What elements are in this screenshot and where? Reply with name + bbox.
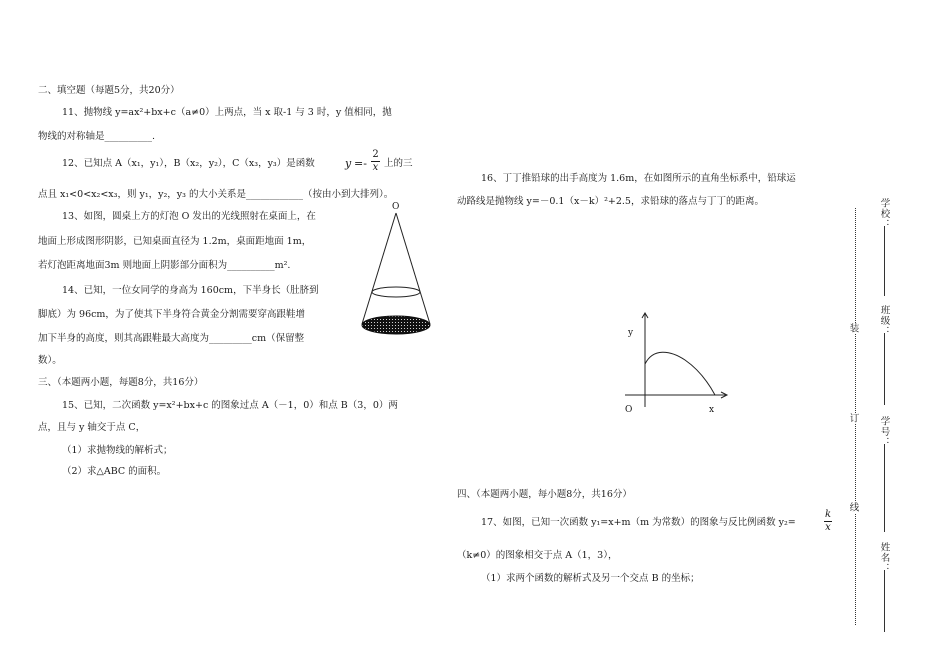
q14-line3: 加下半身的高度，则其高跟鞋最大高度为_________cm（保留整 (38, 333, 305, 344)
q14-line4: 数）。 (38, 355, 62, 366)
q17-line1-prefix: 17、如图，已知一次函数 y₁=x+m（m 为常数）的图象与反比例函数 y₂= (481, 517, 796, 528)
q12-line1-suffix: 上的三 (384, 158, 413, 169)
q12-fraction (371, 150, 380, 173)
binding-name-label: 姓名： (878, 542, 890, 574)
q12-fn-y: y (345, 157, 352, 170)
q16-coordinate-figure (620, 312, 730, 412)
q13-line1: 13、如图，圆桌上方的灯泡 O 发出的光线照射在桌面上，在 (62, 211, 316, 222)
section-2-title: 二、填空题（每题5分，共20分） (38, 85, 180, 96)
q15-sub1: （1）求抛物线的解析式； (62, 445, 173, 456)
q17-frac-den: x (825, 522, 831, 533)
binding-number-label: 学号： (878, 416, 890, 448)
q17-fraction (824, 510, 832, 533)
binding-ding: 订 (847, 413, 859, 424)
q15-sub2: （2）求△ABC 的面积。 (62, 466, 167, 477)
binding-number-field[interactable] (884, 444, 885, 532)
q17-line2: （k≠0）的图象相交于点 A（1，3）， (457, 550, 618, 561)
q12-frac-num: 2 (372, 149, 379, 160)
q15-line1: 15、已知，二次函数 y=x²+bx+c 的图象过点 A（－1，0）和点 B（3，0）两 (62, 400, 398, 411)
q16-origin-label: O (625, 405, 633, 415)
q16-axis-x-label: x (709, 405, 715, 415)
q16-axis-y-label: y (628, 328, 634, 338)
section-3-title: 三、（本题两小题，每题8分，共16分） (38, 377, 204, 388)
q16-line2: 动路线是抛物线 y=－0.1（x－k）²+2.5，求铅球的落点与丁丁的距离。 (457, 196, 764, 207)
q12-frac-den: x (372, 162, 379, 173)
binding-class-field[interactable] (884, 333, 885, 405)
q11-line1: 11、抛物线 y=ax²+bx+c（a≠0）上两点，当 x 取-1 与 3 时，y 值相同，抛 (62, 107, 392, 118)
q12-fn-eq: =- (354, 157, 367, 170)
q12-line2: 点且 x₁<0<x₂<x₃，则 y₁，y₂，y₃ 的大小关系是____________（按由小到大排列）。 (38, 189, 394, 200)
q15-line2: 点，且与 y 轴交于点 C， (38, 422, 146, 433)
binding-school-field[interactable] (884, 226, 885, 296)
q14-line2: 脚底）为 96cm，为了使其下半身符合黄金分割需要穿高跟鞋增 (38, 309, 305, 320)
binding-zhuang: 装 (847, 323, 859, 334)
q13-cone-figure (355, 210, 440, 340)
q13-line2: 地面上形成图形阴影，已知桌面直径为 1.2m，桌面距地面 1m， (38, 236, 312, 247)
binding-school-label: 学校： (878, 198, 890, 230)
section-4-title: 四、（本题两小题，每小题8分，共16分） (457, 489, 632, 500)
q13-figure-label-o: O (392, 202, 400, 212)
binding-class-label: 班级： (878, 305, 890, 337)
q17-sub1: （1）求两个函数的解析式及另一个交点 B 的坐标； (481, 573, 700, 584)
q14-line1: 14、已知，一位女同学的身高为 160cm，下半身长（肚脐到 (62, 285, 319, 296)
q13-line3: 若灯泡距离地面3m 则地面上阴影部分面积为__________m². (38, 260, 291, 271)
q17-frac-num: k (824, 509, 832, 520)
q16-line1: 16、丁丁推铅球的出手高度为 1.6m，在如图所示的直角坐标系中，铅球运 (481, 173, 796, 184)
binding-name-field[interactable] (884, 570, 885, 632)
q12-line1-prefix: 12、已知点 A（x₁，y₁），B（x₂，y₂），C（x₃，y₃）是函数 (62, 158, 315, 169)
binding-xian: 线 (847, 502, 859, 513)
q11-line2: 物线的对称轴是__________. (38, 131, 156, 142)
